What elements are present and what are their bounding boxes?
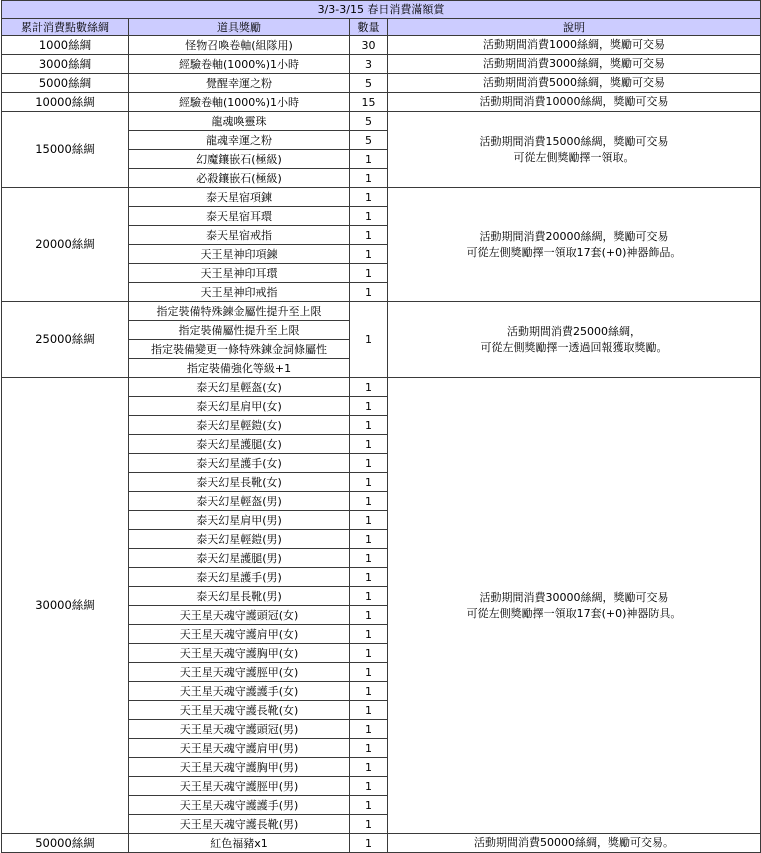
reward-item-cell: 泰天幻星長靴(女): [129, 473, 350, 492]
description-cell: [388, 188, 761, 302]
spend-threshold-cell: 3000絲綢: [2, 55, 129, 74]
quantity-cell: 1: [350, 758, 388, 777]
quantity-cell: 1: [350, 150, 388, 169]
description-line: 活動期間消費25000絲綢，: [507, 324, 641, 338]
reward-item-cell: 龍魂幸運之粉: [129, 131, 350, 150]
quantity-cell: 1: [350, 739, 388, 758]
reward-item-cell: 天王星天魂守護脛甲(男): [129, 777, 350, 796]
spend-threshold-cell: 15000絲綢: [2, 112, 129, 188]
reward-item-cell: 天王星天魂守護肩甲(男): [129, 739, 350, 758]
reward-item-cell: 指定裝備強化等級+1: [129, 359, 350, 378]
quantity-cell: 1: [350, 796, 388, 815]
reward-item-cell: 泰天幻星護手(男): [129, 568, 350, 587]
header-item: 道具獎勵: [129, 19, 350, 36]
quantity-cell: 15: [350, 93, 388, 112]
description-line: 活動期間消費20000絲綢，獎勵可交易: [479, 229, 669, 243]
reward-item-cell: 泰天幻星肩甲(女): [129, 397, 350, 416]
reward-item-cell: 天王星天魂守護頭冠(男): [129, 720, 350, 739]
quantity-cell: 1: [350, 492, 388, 511]
quantity-cell: 1: [350, 625, 388, 644]
quantity-cell: 1: [350, 188, 388, 207]
reward-item-cell: 天王星神印戒指: [129, 283, 350, 302]
table-row: [2, 55, 761, 74]
table-row: [2, 188, 761, 207]
reward-item-cell: 指定裝備屬性提升至上限: [129, 321, 350, 340]
spend-threshold-cell: 1000絲綢: [2, 36, 129, 55]
description-line: 活動期間消費50000絲綢，獎勵可交易。: [474, 836, 674, 849]
reward-item-cell: 天王星天魂守護護手(男): [129, 796, 350, 815]
reward-item-cell: 覺醒幸運之粉: [129, 74, 350, 93]
quantity-cell: 1: [350, 264, 388, 283]
table-row: [2, 378, 761, 397]
description-line: 活動期間消費10000絲綢，獎勵可交易: [479, 95, 669, 108]
quantity-cell: 3: [350, 55, 388, 74]
spend-threshold-cell: 50000絲綢: [2, 834, 129, 853]
table-row: [2, 93, 761, 112]
reward-item-cell: 紅色福豬x1: [129, 834, 350, 853]
reward-item-cell: 幻魔鑲嵌石(極級): [129, 150, 350, 169]
reward-item-cell: 泰天星宿耳環: [129, 207, 350, 226]
quantity-cell: 1: [350, 587, 388, 606]
quantity-cell: 1: [350, 606, 388, 625]
reward-item-cell: 天王星天魂守護肩甲(女): [129, 625, 350, 644]
description-cell: [388, 36, 761, 55]
description-line: 活動期間消費5000絲綢，獎勵可交易: [483, 76, 665, 89]
reward-item-cell: 天王星天魂守護胸甲(男): [129, 758, 350, 777]
description-cell: [388, 302, 761, 378]
description-line: 活動期間消費30000絲綢，獎勵可交易: [479, 590, 669, 604]
quantity-cell: 1: [350, 169, 388, 188]
quantity-cell: 1: [350, 644, 388, 663]
reward-item-cell: 天王星神印耳環: [129, 264, 350, 283]
reward-item-cell: 泰天星宿戒指: [129, 226, 350, 245]
reward-table: [1, 0, 761, 853]
reward-item-cell: 泰天幻星輕鎧(男): [129, 530, 350, 549]
reward-item-cell: 天王星天魂守護護手(女): [129, 682, 350, 701]
spend-threshold-cell: 5000絲綢: [2, 74, 129, 93]
reward-item-cell: 天王星天魂守護頭冠(女): [129, 606, 350, 625]
quantity-cell: 1: [350, 720, 388, 739]
reward-item-cell: 泰天幻星護腿(女): [129, 435, 350, 454]
reward-item-cell: 必殺鑲嵌石(極級): [129, 169, 350, 188]
reward-item-cell: 泰天幻星長靴(男): [129, 587, 350, 606]
reward-item-cell: 怪物召喚卷軸(組隊用): [129, 36, 350, 55]
description-cell: [388, 834, 761, 853]
description-line: 可從左側獎勵擇一透過回報獲取獎勵。: [480, 340, 668, 354]
reward-item-cell: 天王星神印項鍊: [129, 245, 350, 264]
quantity-cell: 1: [350, 245, 388, 264]
reward-item-cell: 天王星天魂守護長靴(男): [129, 815, 350, 834]
description-line: 活動期間消費15000絲綢，獎勵可交易: [479, 134, 669, 148]
reward-item-cell: 指定裝備變更一條特殊鍊金詞條屬性: [129, 340, 350, 359]
quantity-cell: 1: [350, 473, 388, 492]
spend-threshold-cell: 20000絲綢: [2, 188, 129, 302]
table-row: [2, 36, 761, 55]
reward-item-cell: 泰天星宿項鍊: [129, 188, 350, 207]
quantity-cell: 30: [350, 36, 388, 55]
quantity-cell: 1: [350, 682, 388, 701]
quantity-cell: 1: [350, 530, 388, 549]
table-row: [2, 834, 761, 853]
reward-item-cell: 指定裝備特殊鍊金屬性提升至上限: [129, 302, 350, 321]
reward-item-cell: 天王星天魂守護長靴(女): [129, 701, 350, 720]
quantity-cell: 1: [350, 815, 388, 834]
quantity-cell: 1: [350, 207, 388, 226]
quantity-cell: 1: [350, 378, 388, 397]
quantity-cell: 1: [350, 511, 388, 530]
event-title: 3/3-3/15 春日消費滿額賞: [2, 1, 761, 19]
reward-item-cell: 經驗卷軸(1000%)1小時: [129, 93, 350, 112]
description-cell: [388, 55, 761, 74]
reward-item-cell: 天王星天魂守護胸甲(女): [129, 644, 350, 663]
reward-item-cell: 泰天幻星肩甲(男): [129, 511, 350, 530]
description-line: 活動期間消費1000絲綢，獎勵可交易: [483, 38, 665, 51]
quantity-cell: 1: [350, 549, 388, 568]
table-row: [2, 74, 761, 93]
header-qty: 數量: [350, 19, 388, 36]
table-row: [2, 112, 761, 131]
header-desc: 說明: [388, 19, 761, 36]
spend-threshold-cell: 30000絲綢: [2, 378, 129, 834]
table-row: [2, 302, 761, 321]
quantity-cell: 1: [350, 283, 388, 302]
description-line: 活動期間消費3000絲綢，獎勵可交易: [483, 57, 665, 70]
reward-item-cell: 天王星天魂守護脛甲(女): [129, 663, 350, 682]
quantity-cell: 5: [350, 74, 388, 93]
quantity-cell: 1: [350, 454, 388, 473]
description-line: 可從左側獎勵擇一領取17套(+0)神器飾品。: [466, 245, 682, 259]
quantity-cell: 1: [350, 701, 388, 720]
title-row: [2, 1, 761, 19]
reward-item-cell: 經驗卷軸(1000%)1小時: [129, 55, 350, 74]
reward-item-cell: 龍魂喚靈珠: [129, 112, 350, 131]
quantity-cell: 5: [350, 112, 388, 131]
spend-threshold-cell: 10000絲綢: [2, 93, 129, 112]
quantity-cell: 1: [350, 777, 388, 796]
quantity-cell: 1: [350, 435, 388, 454]
quantity-cell: 1: [350, 663, 388, 682]
quantity-cell: 1: [350, 302, 388, 378]
quantity-cell: 1: [350, 416, 388, 435]
description-cell: [388, 378, 761, 834]
quantity-cell: 1: [350, 568, 388, 587]
description-cell: [388, 74, 761, 93]
quantity-cell: 1: [350, 397, 388, 416]
reward-item-cell: 泰天幻星護腿(男): [129, 549, 350, 568]
quantity-cell: 1: [350, 834, 388, 853]
description-cell: [388, 93, 761, 112]
reward-item-cell: 泰天幻星輕盔(女): [129, 378, 350, 397]
spend-threshold-cell: 25000絲綢: [2, 302, 129, 378]
header-row: [2, 19, 761, 36]
description-cell: [388, 112, 761, 188]
description-line: 可從左側獎勵擇一領取17套(+0)神器防具。: [466, 606, 682, 620]
quantity-cell: 5: [350, 131, 388, 150]
reward-item-cell: 泰天幻星輕鎧(女): [129, 416, 350, 435]
reward-item-cell: 泰天幻星護手(女): [129, 454, 350, 473]
quantity-cell: 1: [350, 226, 388, 245]
header-spend: 累計消費點數絲綢: [2, 19, 129, 36]
description-line: 可從左側獎勵擇一領取。: [513, 150, 635, 164]
reward-item-cell: 泰天幻星輕盔(男): [129, 492, 350, 511]
